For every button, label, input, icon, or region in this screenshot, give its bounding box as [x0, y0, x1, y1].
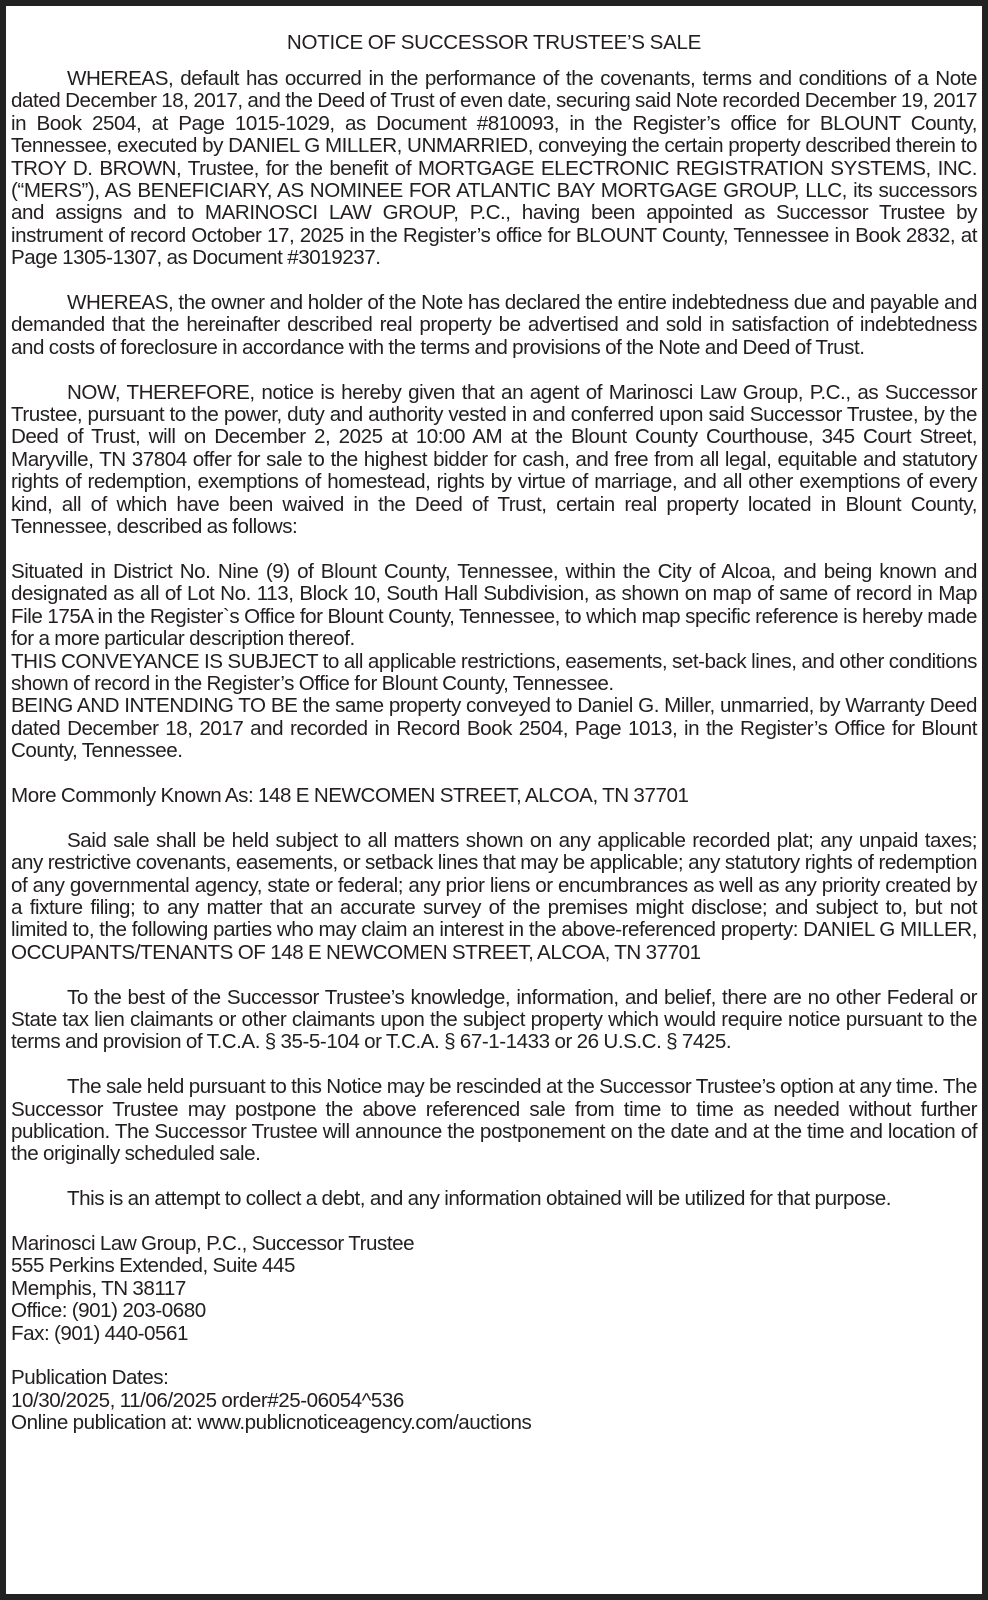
property-address: More Commonly Known As: 148 E NEWCOMEN STREET, ALCOA, TN 37701	[11, 783, 689, 807]
paragraph-gap	[11, 539, 977, 561]
paragraph-gap	[11, 1166, 977, 1188]
trustee-contact-block	[11, 1233, 977, 1345]
trustee-address-line1: 555 Perkins Extended, Suite 445	[11, 1254, 296, 1278]
paragraph-conveyance-subject: THIS CONVEYANCE IS SUBJECT to all applicable restrictions, easements, set-back lines, and other conditions shown of record in the Register’s Office for Blount County, Tennessee.	[11, 649, 977, 695]
trustee-name: Marinosci Law Group, P.C., Successor Trustee	[11, 1231, 415, 1255]
paragraph-whereas-owner: WHEREAS, the owner and holder of the Note has declared the entire indebtedness due and payable and demanded that the hereinafter described real property be advertised and sold in satisfaction of indebtedness and costs of foreclosure in accordance with the terms and provisions of the Note and Deed of Trust.	[11, 291, 977, 359]
paragraph-gap	[11, 1054, 977, 1076]
publication-online-link: Online publication at: www.publicnoticeagency.com/auctions	[11, 1411, 532, 1435]
paragraph-being-and-intending: BEING AND INTENDING TO BE the same property conveyed to Daniel G. Miller, unmarried, by Warranty Deed dated December 18, 2017 and recorded in Record Book 2504, Page 1013, in the Register’s Office for Blount County, Tennessee.	[11, 694, 977, 763]
paragraph-rescind-postpone: The sale held pursuant to this Notice may be rescinded at the Successor Trustee’s option at any time. The Successor Trustee may postpone the above referenced sale from time to time as needed without further publication. The Successor Trustee will announce the postponement on the date and at the time and location of the originally scheduled sale.	[11, 1075, 977, 1166]
paragraph-gap	[11, 1211, 977, 1233]
paragraph-now-therefore: NOW, THEREFORE, notice is hereby given that an agent of Marinosci Law Group, P.C., as Successor Trustee, pursuant to the power, duty and authority vested in and conferred upon said Successor Trustee, by the Deed of Trust, will on December 2, 2025 at 10:00 AM at the Blount County Courthouse, 345 Court Street, Maryville, TN 37804 offer for sale to the highest bidder for cash, and free from all legal, equitable and statutory rights of redemption, exemptions of homestead, rights by virtue of marriage, and all other exemptions of every kind, all of which have been waived in the Deed of Trust, certain real property located in Blount County, Tennessee, described as follows:	[11, 380, 977, 539]
trustee-fax: Fax: (901) 440-0561	[11, 1321, 189, 1345]
paragraph-gap	[11, 1345, 977, 1367]
paragraph-gap	[11, 807, 977, 829]
trustee-office-phone: Office: (901) 203-0680	[11, 1299, 206, 1323]
paragraph-debt-collection: This is an attempt to collect a debt, and any information obtained will be utilized for that purpose.	[67, 1187, 892, 1211]
trustee-address-line2: Memphis, TN 38117	[11, 1276, 186, 1300]
paragraph-whereas-default: WHEREAS, default has occurred in the performance of the covenants, terms and conditions of a Note dated December 18, 2017, and the Deed of Trust of even date, securing said Note recorded December 19, 2017 in Book 2504, at Page 1015-1029, as Document #810093, in the Register’s office for BLOUNT County, Tennessee, executed by DANIEL G MILLER, UNMARRIED, conveying the certain property described therein to TROY D. BROWN, Trustee, for the benefit of MORTGAGE ELECTRONIC REGISTRATION SYSTEMS, INC. (“MERS”), AS BENEFICIARY, AS NOMINEE FOR ATLANTIC BAY MORTGAGE GROUP, LLC, its successors and assigns and to MARINOSCI LAW GROUP, P.C., having been appointed as Successor Trustee by instrument of record October 17, 2025 in the Register’s office for BLOUNT County, Tennessee in Book 2832, at Page 1305-1307, as Document #3019237.	[11, 67, 977, 270]
publication-label: Publication Dates:	[11, 1366, 169, 1390]
publication-dates-order: 10/30/2025, 11/06/2025 order#25-06054^536	[11, 1388, 404, 1412]
paragraph-gap	[11, 270, 977, 292]
paragraph-gap	[11, 964, 977, 986]
notice-title: NOTICE OF SUCCESSOR TRUSTEE’S SALE	[286, 31, 702, 54]
paragraph-sale-subject-to: Said sale shall be held subject to all matters shown on any applicable recorded plat; any unpaid taxes; any restrictive covenants, easements, or setback lines that may be applicable; any statutory rights of redemption of any governmental agency, state or federal; any prior liens or encumbrances as well as any priority created by a fixture filing; to any matter that an accurate survey of the premises might disclose; and subject to, but not limited to, the following parties who may claim an interest in the above-referenced property: DANIEL G MILLER, OCCUPANTS/TENANTS OF 148 E NEWCOMEN STREET, ALCOA, TN 37701	[11, 828, 977, 964]
paragraph-gap	[11, 359, 977, 381]
paragraph-gap	[11, 763, 977, 785]
paragraph-legal-description: Situated in District No. Nine (9) of Blount County, Tennessee, within the City of Alcoa, and being known and designated as all of Lot No. 113, Block 10, South Hall Subdivision, as shown on map of same of record in Map File 175A in the Register`s Office for Blount County, Tennessee, to which map specific reference is hereby made for a more particular description thereof.	[11, 559, 977, 651]
paragraph-tax-lien: To the best of the Successor Trustee’s knowledge, information, and belief, there are no other Federal or State tax lien claimants or other claimants upon the subject property which would require notice pursuant to the terms and provision of T.C.A. § 35-5-104 or T.C.A. § 67-1-1433 or 26 U.S.C. § 7425.	[11, 985, 977, 1054]
publication-block	[11, 1367, 977, 1434]
notice-body	[11, 30, 977, 1435]
